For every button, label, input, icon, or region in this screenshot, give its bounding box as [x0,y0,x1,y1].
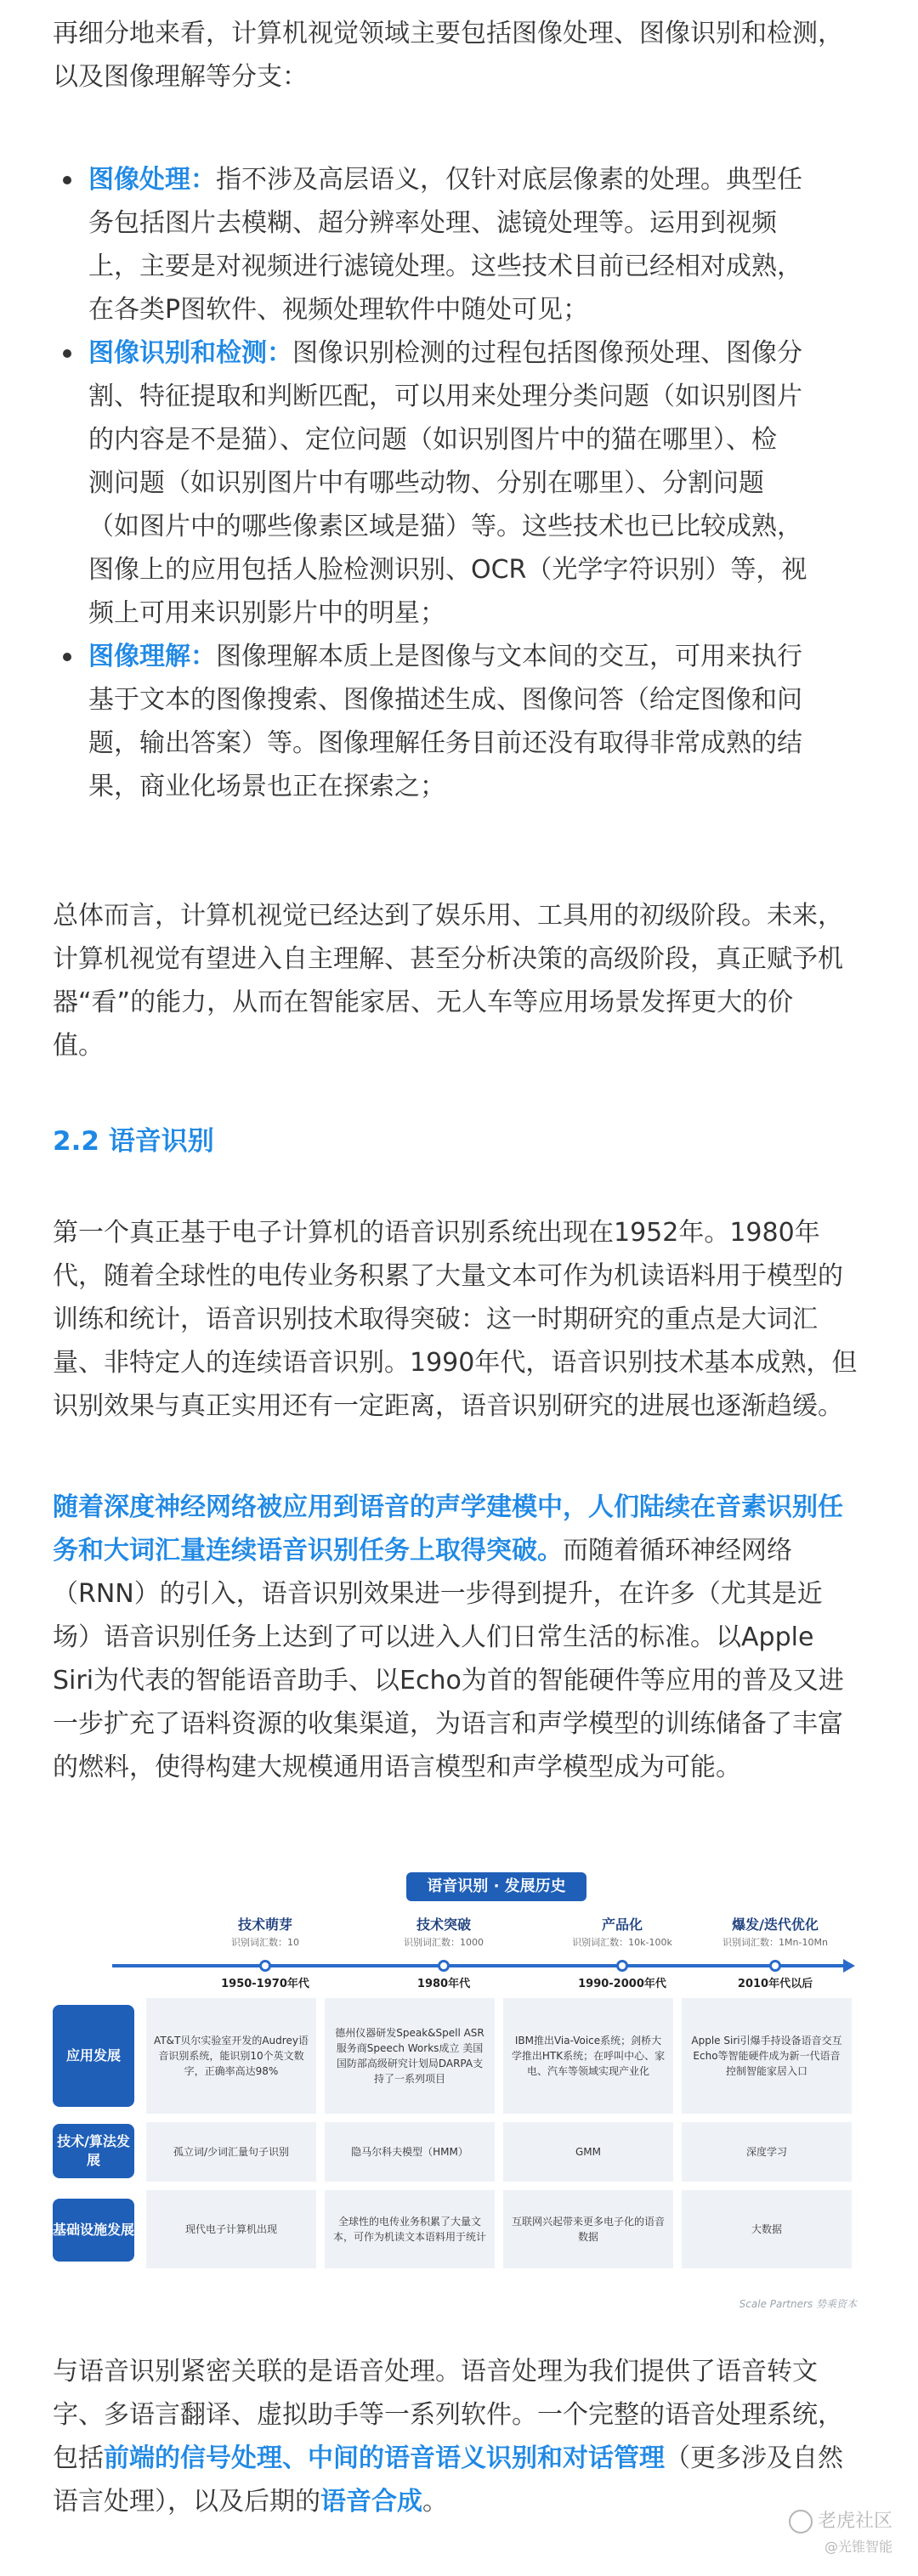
highlight-line: 随着深度神经网络被应用到语音的声学建模中，人们陆续在音素识别任 [53,1492,843,1522]
highlight-line: 务和大词汇量连续语音识别任务上取得突破。 [53,1536,563,1565]
brand-name: 老虎社区 [817,2511,892,2532]
phase-name: 技术萌芽 [237,1916,292,1933]
text-line: （RNN）的引入，语音识别效果进一步得到提升，在许多（尤其是近 [53,1579,823,1609]
text-line: 以及图像理解等分支： [53,62,308,92]
highlight-text: 语音合成 [320,2487,422,2517]
timeline-arrow-icon [843,1959,855,1973]
timeline-dot [438,1960,450,1972]
text-line: 值。 [53,1031,104,1061]
deep-learning-paragraph [53,1486,869,1789]
text-line: 训练和统计，语音识别技术取得突破：这一时期研究的重点是大词汇 [53,1305,818,1334]
phase-column [359,1915,529,1950]
text-line: 图像上的应用包括人脸检测识别、OCR（光学字符识别）等，视 [88,555,808,585]
row-label-infrastructure: 基础设施发展 [53,2199,134,2262]
text-line: 在各类P图软件、视频处理软件中随处可见； [88,295,589,325]
timeline-dot [769,1960,781,1972]
phase-column [690,1915,860,1950]
era-label: 1980年代 [416,1978,471,1990]
section-heading: 2.2 语音识别 [53,1126,214,1157]
list-item [53,158,886,331]
table-cell: 深度学习 [682,2122,852,2182]
text-line: 语言处理），以及后期的 [53,2487,320,2517]
text-line: 频上可用来识别影片中的明星； [88,598,445,628]
text-line: 总体而言，计算机视觉已经达到了娱乐用、工具用的初级阶段。未来， [53,901,843,931]
bullet-dot-icon [63,653,71,661]
text-line: 图像识别检测的过程包括图像预处理、图像分 [292,338,802,368]
summary-paragraph [53,894,869,1067]
timeline-line [112,1964,843,1967]
text-line: 上，主要是对视频进行滤镜处理。这些技术目前已经相对成熟， [88,252,802,281]
text-line: 一步扩充了语料资源的收集渠道，为语言和声学模型的训练储备了丰富 [53,1709,843,1739]
text-line: 图像理解本质上是图像与文本间的交互，可用来执行 [216,642,802,671]
table-cell: 大数据 [682,2190,852,2268]
text-line: 题，输出答案）等。图像理解任务目前还没有取得非常成熟的结 [88,728,802,758]
corner-watermark [789,2509,892,2560]
table-cell: AT&T贝尔实验室开发的Audrey语音识别系统，能识别10个英文数字，正确率高达98% [146,1998,316,2114]
table-cell: 现代电子计算机出现 [146,2190,316,2268]
row-label-tech: 技术/算法发展 [53,2124,134,2178]
bullet-dot-icon [63,349,71,358]
figure-title: 语音识别 · 发展历史 [406,1872,586,1901]
text-line: 果，商业化场景也正在探索之； [88,772,445,801]
text-line: 的燃料，使得构建大规模通用语言模型和声学模型成为可能。 [53,1752,741,1782]
text-line: Siri为代表的智能语音助手、以Echo为首的智能硬件等应用的普及又进 [53,1666,844,1696]
text-line: 识别效果与真正实用还有一定距离，语音识别研究的进展也逐渐趋缓。 [53,1391,843,1421]
text-line: （如图片中的哪些像素区域是猫）等。这些技术也已比较成熟， [88,512,802,541]
text-line: 字、多语言翻译、虚拟助手等一系列软件。一个完整的语音处理系统， [53,2400,843,2430]
phase-name: 产品化 [601,1916,643,1933]
text-line: 。 [422,2487,448,2517]
text-line: 与语音识别紧密关联的是语音处理。语音处理为我们提供了语音转文 [53,2357,818,2386]
text-line: 代，随着全球性的电传业务积累了大量文本可作为机读语料用于模型的 [53,1261,843,1291]
text-line: 基于文本的图像搜索、图像描述生成、图像问答（给定图像和问 [88,685,802,715]
phase-vocab: 识别词汇数：10k-100k [572,1937,672,1948]
table-cell: 孤立词/少词汇量句子识别 [146,2122,316,2182]
phase-name: 爆发/迭代优化 [732,1916,819,1933]
era-label: 1950-1970年代 [221,1978,309,1990]
timeline-dot [259,1960,271,1972]
processing-paragraph [53,2350,869,2523]
text-line: 场）语音识别任务上达到了可以进入人们日常生活的标准。以Apple [53,1622,814,1652]
figure-source: Scale Partners 势乘资本 [739,2298,857,2310]
text-line: 务包括图片去模糊、超分辨率处理、滤镜处理等。运用到视频 [88,208,777,238]
table-cell: Apple Siri引爆手持设备语音交互 Echo等智能硬件成为新一代语音控制智能家居入口 [682,1998,852,2114]
text-line: 量、非特定人的连续语音识别。1990年代，语音识别技术基本成熟，但 [53,1348,858,1378]
era-label: 1990-2000年代 [578,1978,666,1990]
phase-vocab: 识别词汇数：1000 [404,1937,484,1948]
text-line: 包括 [53,2443,104,2473]
phase-vocab: 识别词汇数：1Mn-10Mn [722,1937,828,1948]
term-image-processing: 图像处理： [88,165,216,195]
row-label-application: 应用发展 [53,2005,134,2107]
list-item [53,331,886,635]
term-image-recognition: 图像识别和检测： [88,338,292,368]
text-line: 再细分地来看，计算机视觉领域主要包括图像处理、图像识别和检测， [53,19,843,48]
phase-column [537,1915,707,1950]
history-paragraph [53,1211,869,1428]
text-line: 指不涉及高层语义，仅针对底层像素的处理。典型任 [216,165,802,195]
intro-paragraph [53,12,869,99]
table-cell: 德州仪器研发Speak&Spell ASR服务商Speech Works成立 美国国防部高级研究计划局DARPA支持了一系列项目 [325,1998,495,2114]
table-cell: 全球性的电传业务积累了大量文本，可作为机读文本语料用于统计 [325,2190,495,2268]
table-cell: GMM [503,2122,673,2182]
brand-logo-icon [789,2510,813,2534]
text-line: 而随着循环神经网络 [563,1536,792,1565]
branch-list [53,158,886,808]
text-line: 器“看”的能力，从而在智能家居、无人车等应用场景发挥更大的价 [53,988,794,1017]
era-label: 2010年代以后 [737,1978,813,1990]
speech-history-figure [53,1865,865,2316]
table-cell: 互联网兴起带来更多电子化的语音数据 [503,2190,673,2268]
text-line: 第一个真正基于电子计算机的语音识别系统出现在1952年。1980年 [53,1218,820,1248]
phase-column [180,1915,350,1950]
term-image-understanding: 图像理解： [88,642,216,671]
phase-vocab: 识别词汇数：10 [231,1937,299,1948]
table-cell: IBM推出Via-Voice系统；剑桥大学推出HTK系统；在呼叫中心、家电、汽车等领域实现产业化 [503,1998,673,2114]
brand-sub: @光锥智能 [824,2539,892,2555]
text-line: 测问题（如识别图片中有哪些动物、分别在哪里）、分割问题 [88,468,764,498]
list-item [53,635,886,808]
text-line: 计算机视觉有望进入自主理解、甚至分析决策的高级阶段，真正赋予机 [53,944,843,974]
bullet-dot-icon [63,176,71,184]
phase-name: 技术突破 [416,1916,471,1933]
highlight-text: 前端的信号处理、中间的语音语义识别和对话管理 [104,2443,665,2473]
timeline-dot [616,1960,628,1972]
text-line: 割、特征提取和判断匹配，可以用来处理分类问题（如识别图片 [88,382,802,411]
table-cell: 隐马尔科夫模型（HMM） [325,2122,495,2182]
text-line: （更多涉及自然 [665,2443,843,2473]
text-line: 的内容是不是猫）、定位问题（如识别图片中的猫在哪里）、检 [88,425,777,455]
